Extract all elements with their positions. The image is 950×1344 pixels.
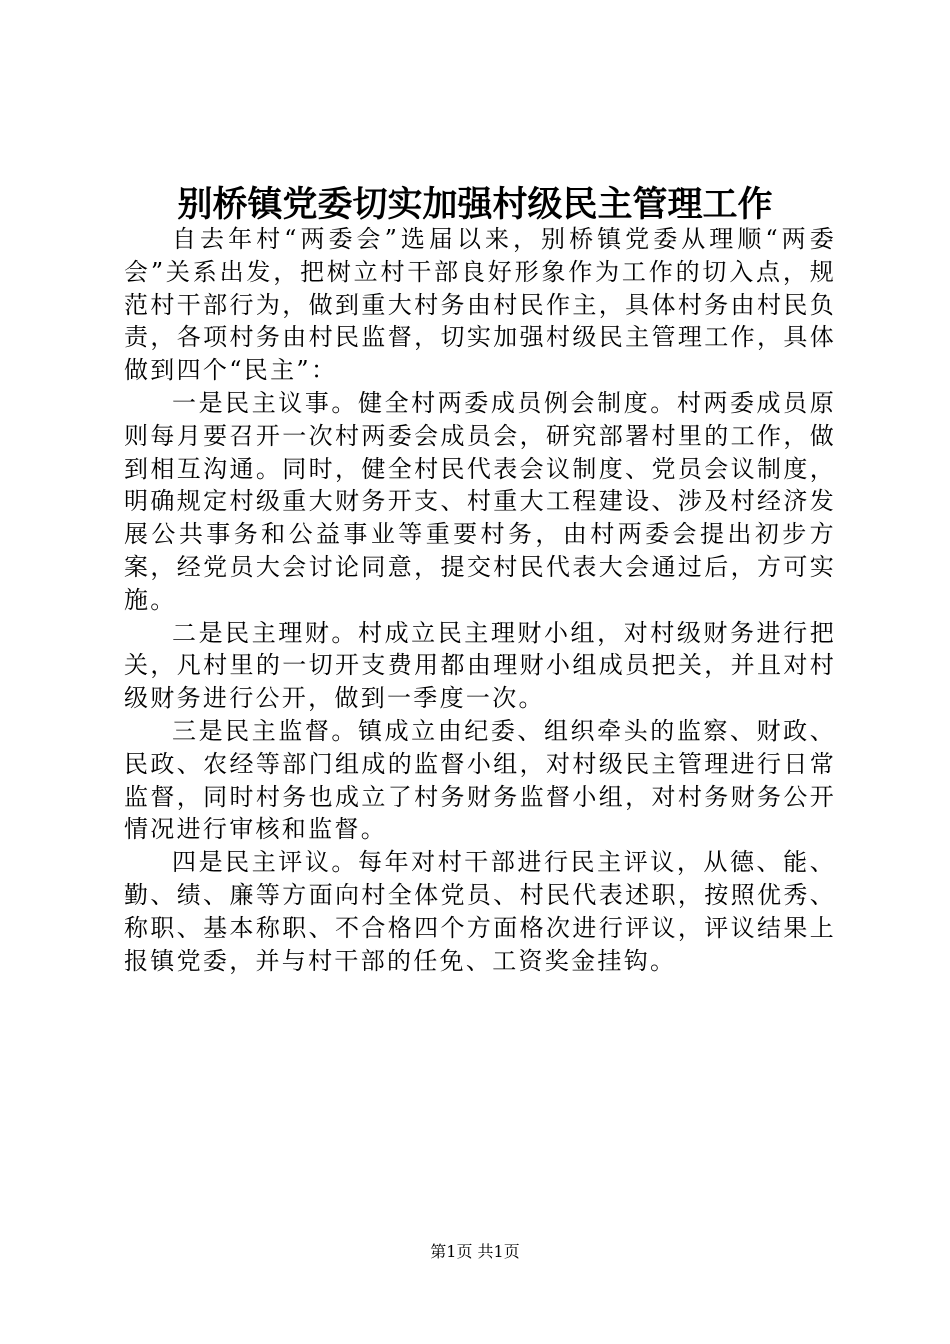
paragraph-democratic-deliberation: 一是民主议事。健全村两委成员例会制度。村两委成员原则每月要召开一次村两委会成员会，研究部署村里的工作，做到相互沟通。同时，健全村民代表会议制度、党员会议制度，明确规定村级重大财务开支、村重大工程建设、涉及村经济发展公共事务和公益事业等重要村务，由村两委会提出初步方案，经党员大会讨论同意，提交村民代表大会通过后，方可实施。 (124, 388, 836, 614)
paragraph-intro: 自去年村“两委会”选届以来，别桥镇党委从理顺“两委会”关系出发，把树立村干部良好形象作为工作的切入点，规范村干部行为，做到重大村务由村民作主，具体村务由村民负责，各项村务由村民监督，切实加强村级民主管理工作，具体做到四个“民主”： (124, 225, 836, 385)
document-title: 别桥镇党委切实加强村级民主管理工作 (177, 184, 773, 226)
document-body (124, 223, 836, 977)
page-footer: 第1页 共1页 (430, 1242, 520, 1261)
paragraph-democratic-evaluation: 四是民主评议。每年对村干部进行民主评议，从德、能、勤、绩、廉等方面向村全体党员、村民代表述职，按照优秀、称职、基本称职、不合格四个方面格次进行评议，评议结果上报镇党委，并与村干部的任免、工资奖金挂钩。 (124, 848, 836, 975)
paragraph-democratic-finance: 二是民主理财。村成立民主理财小组，对村级财务进行把关，凡村里的一切开支费用都由理财小组成员把关，并且对村级财务进行公开，做到一季度一次。 (124, 618, 836, 713)
paragraph-democratic-supervision: 三是民主监督。镇成立由纪委、组织牵头的监察、财政、民政、农经等部门组成的监督小组，对村级民主管理进行日常监督，同时村务也成立了村务财务监督小组，对村务财务公开情况进行审核和监督。 (124, 716, 836, 844)
